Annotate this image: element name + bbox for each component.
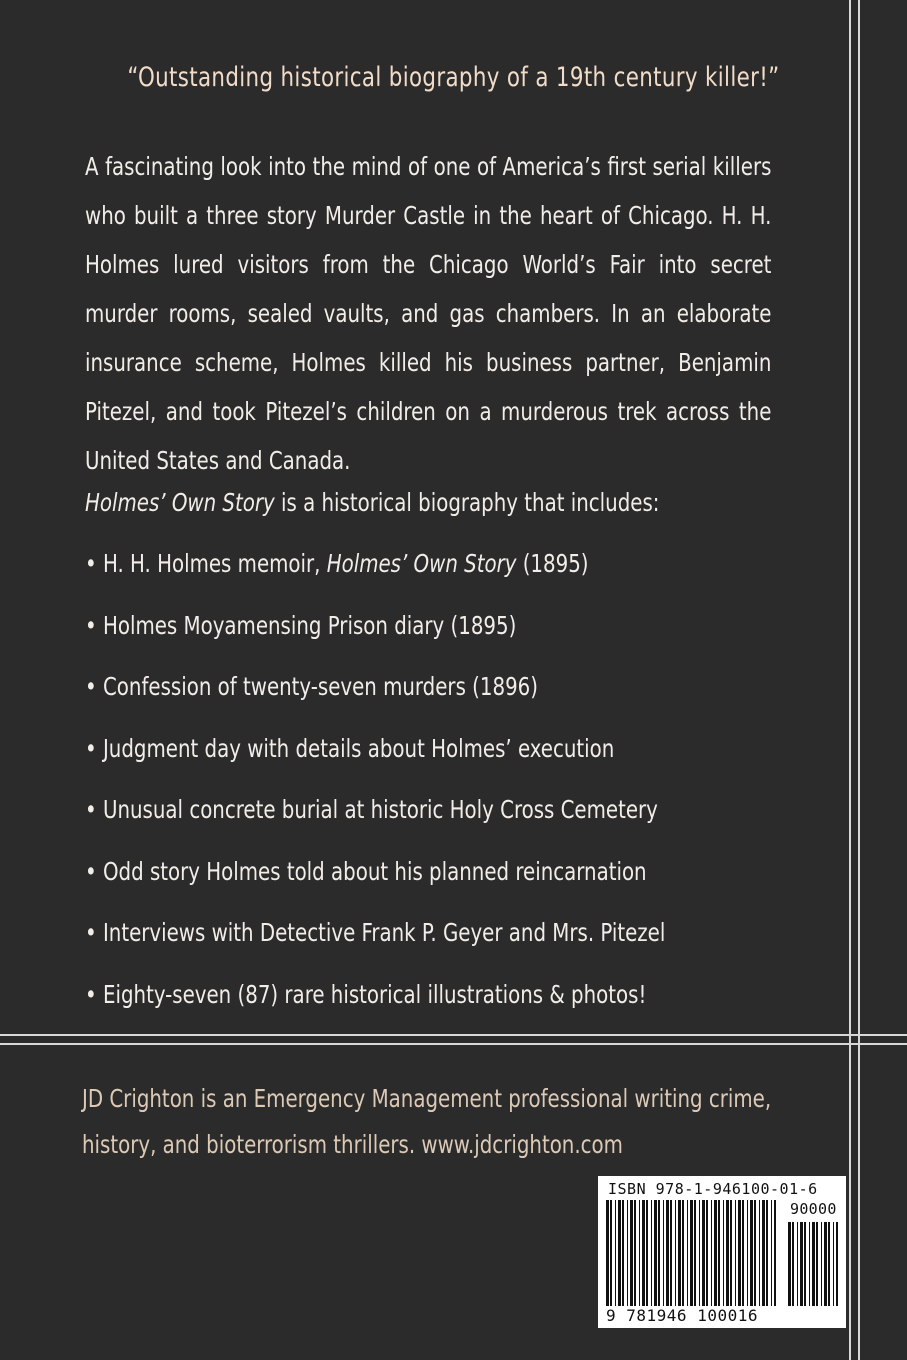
frame-line-horizontal-lower <box>0 1043 907 1045</box>
barcode-bar <box>658 1200 660 1306</box>
frame-line-right-outer <box>858 0 860 1360</box>
barcode-bar <box>747 1200 748 1306</box>
barcode-bar <box>738 1200 741 1306</box>
barcode-bar <box>666 1200 669 1306</box>
barcode-bar <box>642 1200 645 1306</box>
barcode-bar <box>836 1222 838 1306</box>
barcode-bar <box>792 1222 794 1306</box>
barcode-bar <box>682 1200 684 1306</box>
barcode-bar <box>824 1222 827 1306</box>
bullet-item: • Eighty-seven (87) rare historical illustrations & photos! <box>85 980 647 1009</box>
barcode-bar <box>618 1200 621 1306</box>
barcode-bar <box>726 1200 729 1306</box>
barcode-bar <box>694 1200 696 1306</box>
author-bio: JD Crighton is an Emergency Management professional writing crime, history, and bioterrorism thrillers. www.jdcrighton.com <box>82 1084 772 1159</box>
bullet-title-italic: Holmes’ Own Story <box>326 549 517 578</box>
barcode-bar <box>670 1200 672 1306</box>
barcode-bar <box>754 1200 756 1306</box>
book-title-italic: Holmes’ Own Story <box>85 488 275 517</box>
book-description: A fascinating look into the mind of one of America’s first serial killers who built a three story Murder Castle in the heart of Chicago. H. H. Holmes lured visitors from the Chicago World’s Fair into secret murder rooms, sealed vaults, and gas chambers. In an elaborate insurance scheme, Holmes killed his business partner, Benjamin Pitezel, and took Pitezel’s children on a murderous trek across the United States and Canada. <box>85 152 772 475</box>
barcode-bar <box>687 1200 688 1306</box>
barcode-bar <box>646 1200 648 1306</box>
barcode-bar <box>723 1200 724 1306</box>
barcode-bar <box>622 1200 624 1306</box>
barcode-bar <box>821 1222 822 1306</box>
barcode-bar <box>771 1200 772 1306</box>
barcode-bar <box>615 1200 616 1306</box>
barcode-bar <box>639 1200 640 1306</box>
barcode-bar <box>690 1200 693 1306</box>
barcode-bar <box>750 1200 753 1306</box>
barcode-bar <box>718 1200 720 1306</box>
barcode-bar <box>606 1200 609 1306</box>
barcode-bar <box>804 1222 806 1306</box>
review-quote: “Outstanding historical biography of a 19th century killer!” <box>127 62 780 93</box>
bullet-item: • Odd story Holmes told about his planned reincarnation <box>85 857 647 886</box>
barcode-bar <box>759 1200 760 1306</box>
barcode-bar <box>735 1200 736 1306</box>
barcode-bar <box>702 1200 705 1306</box>
barcode-bar <box>788 1222 791 1306</box>
barcode-bar <box>627 1200 628 1306</box>
barcode-bar <box>742 1200 744 1306</box>
bullet-item: • Holmes Moyamensing Prison diary (1895) <box>85 611 517 640</box>
bullet-text: • H. H. Holmes memoir, <box>85 549 327 578</box>
bullet-item <box>85 549 589 578</box>
barcode-bar <box>654 1200 657 1306</box>
barcode-bar <box>706 1200 708 1306</box>
barcode-bar <box>711 1200 712 1306</box>
barcode-bar <box>678 1200 681 1306</box>
barcode-bar <box>651 1200 652 1306</box>
barcode-bar <box>833 1222 834 1306</box>
barcode-bar <box>828 1222 830 1306</box>
barcode-bar <box>809 1222 810 1306</box>
barcode-bar <box>630 1200 633 1306</box>
barcode-bar <box>675 1200 676 1306</box>
barcode-bar <box>762 1200 765 1306</box>
barcode-bar <box>774 1200 776 1306</box>
bullet-item: • Confession of twenty-seven murders (1896) <box>85 672 538 701</box>
barcode-bar <box>797 1222 798 1306</box>
contents-intro-text: is a historical biography that includes: <box>274 488 660 517</box>
ean-digits: 9 781946 100016 <box>606 1306 758 1325</box>
barcode-bar <box>766 1200 768 1306</box>
barcode-bar <box>816 1222 818 1306</box>
frame-line-right-inner <box>849 0 851 1360</box>
barcode-bar <box>610 1200 612 1306</box>
bullet-item: • Judgment day with details about Holmes’ execution <box>85 734 615 763</box>
barcode-bar <box>714 1200 717 1306</box>
barcode-bar <box>634 1200 636 1306</box>
barcode-bar <box>663 1200 664 1306</box>
isbn-barcode <box>598 1176 846 1328</box>
bullet-item: • Interviews with Detective Frank P. Geyer and Mrs. Pitezel <box>85 918 666 947</box>
barcode-bar <box>730 1200 732 1306</box>
contents-intro <box>85 488 659 517</box>
frame-line-horizontal-upper <box>0 1034 907 1036</box>
barcode-bar <box>812 1222 815 1306</box>
barcode-bar <box>699 1200 700 1306</box>
bullet-item: • Unusual concrete burial at historic Holy Cross Cemetery <box>85 795 658 824</box>
barcode-bar <box>800 1222 803 1306</box>
isbn-number: ISBN 978-1-946100-01-6 <box>608 1180 818 1198</box>
price-code: 90000 <box>790 1200 837 1218</box>
bullet-year: (1895) <box>516 549 589 578</box>
